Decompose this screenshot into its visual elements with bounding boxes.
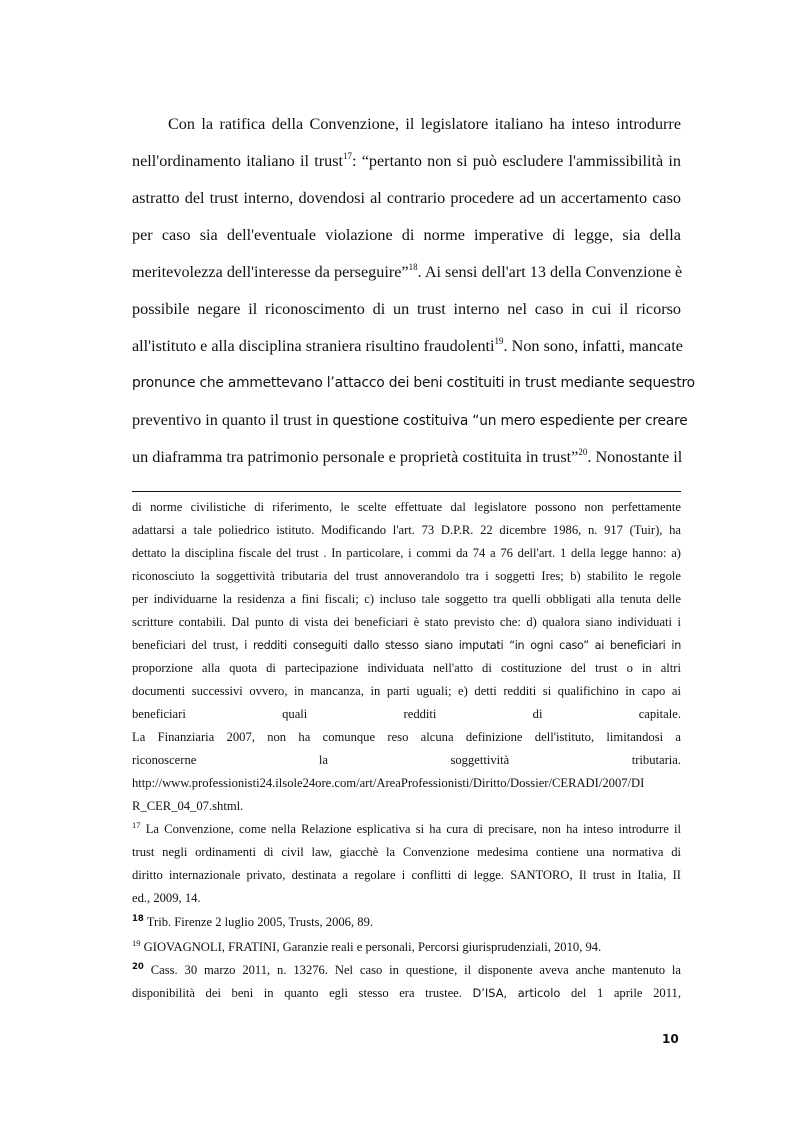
footnote-line: disponibilità dei beni in quanto egli stesso era trustee. D’ISA, articolo del 1 aprile 2011, [132,986,681,1000]
footnote-line: La Finanziaria 2007, non ha comunque reso alcuna definizione dell'istituto, limitandosi a [132,730,681,744]
footnote-line: di norme civilistiche di riferimento, le scelte effettuate dal legislatore possono non perfettamente [132,500,681,514]
body-line: astratto del trust interno, dovendosi al contrario procedere ad un accertamento caso [132,189,681,207]
footnote-line: riconosciuto la soggettività tributaria del trust annoverandolo tra i soggetti Ires; b) stabilito le regole [132,569,681,583]
footnote-number: 19 [132,938,141,948]
footnote-number: 18 [132,914,144,924]
footnote-line: beneficiari del trust, i redditi conseguiti dallo stesso siano imputati “in ogni caso” ai beneficiari in [132,638,681,652]
body-line: meritevolezza dell'interesse da perseguire”$^{18}$. Ai sensi dell'art 13 della Convenzione è [132,262,683,281]
footnote-line: documenti successivi ovvero, in mancanza, in parti uguali; e) detti redditi si qualifichino in capo ai [132,684,681,698]
footnote-18: $^{18}$ Trib. Firenze 2 luglio 2005, Trusts, 2006, 89. [132,914,374,929]
footnote-line: scritture contabili. Dal punto di vista dei beneficiari è stato previsto che: d) qualora siano individuati i [132,615,681,629]
footnote-separator [132,491,681,492]
footnote-line: beneficiari quali redditi di capitale. [132,707,682,721]
body-line: un diaframma tra patrimonio personale e proprietà costituita in trust”$^{20}$. Nonostante il [132,447,683,466]
body-line: per caso sia dell'eventuale violazione di norme imperative di legge, sia della [132,226,681,244]
footnote-line: adattarsi a tale poliedrico istituto. Modificando l'art. 73 D.P.R. 22 dicembre 1986, n. 917 (Tuir), ha [132,523,681,537]
footnote-line: riconoscerne la soggettività tributaria. [132,753,682,767]
page-number: 10 [662,1032,679,1046]
footnote-line: dettato la disciplina fiscale del trust . In particolare, i commi da 74 a 76 dell'art. 1 della legge hanno: a) [132,546,681,560]
footnote-url[interactable]: http://www.professionisti24.ilsole24ore.com/art/AreaProfessionisti/Diritto/Dossier/CERADI/2007/DI [132,776,645,790]
body-line: all'istituto e alla disciplina straniera risultino fraudolenti$^{19}$. Non sono, infatti, mancate [132,336,683,355]
footnote-number: 20 [132,962,144,972]
footnote-ref[interactable]: 18 [408,262,418,272]
body-line: possibile negare il riconoscimento di un trust interno nel caso in cui il ricorso [132,300,681,318]
body-line: Con la ratifica della Convenzione, il legislatore italiano ha inteso introdurre [168,115,681,133]
body-line: nell'ordinamento italiano il trust$^{17}$: “pertanto non si può escludere l'ammissibilità in [132,151,681,170]
footnote-19: $^{19}$ GIOVAGNOLI, FRATINI, Garanzie reali e personali, Percorsi giurisprudenziali, 2010, 94. [132,938,602,954]
footnote-line: trust negli ordinamenti di civil law, giacchè la Convenzione medesima contiene una normativa di [132,845,681,859]
footnote-line: ed., 2009, 14. [132,891,201,905]
footnote-line: diritto internazionale privato, destinata a regolare i conflitti di legge. SANTORO, Il trust in Italia, II [132,868,681,882]
footnote-line: proporzione alla quota di partecipazione individuata nell'atto di costituzione del trust o in altri [132,661,681,675]
footnote-ref[interactable]: 17 [343,151,352,161]
footnote-number: 17 [132,820,141,830]
footnote-ref[interactable]: 19 [494,336,504,346]
footnote-line: per individuarne la residenza a fini fiscali; c) incluso tale soggetto tra quelli obbligati alla tenuta delle [132,592,681,606]
footnote-line: $^{20}$ Cass. 30 marzo 2011, n. 13276. Nel caso in questione, il disponente aveva anche mantenuto la [132,962,681,977]
footnote-ref[interactable]: 20 [578,447,588,457]
footnote-line: $^{17}$ La Convenzione, come nella Relazione esplicativa si ha cura di precisare, non ha inteso introdurre il [132,820,681,836]
body-line: preventivo in quanto il trust in questione costituiva “un mero espediente per creare [132,411,688,429]
footnote-url[interactable]: R_CER_04_07.shtml. [132,799,244,813]
body-line: pronunce che ammettevano l’attacco dei beni costituiti in trust mediante sequestro [132,375,695,391]
